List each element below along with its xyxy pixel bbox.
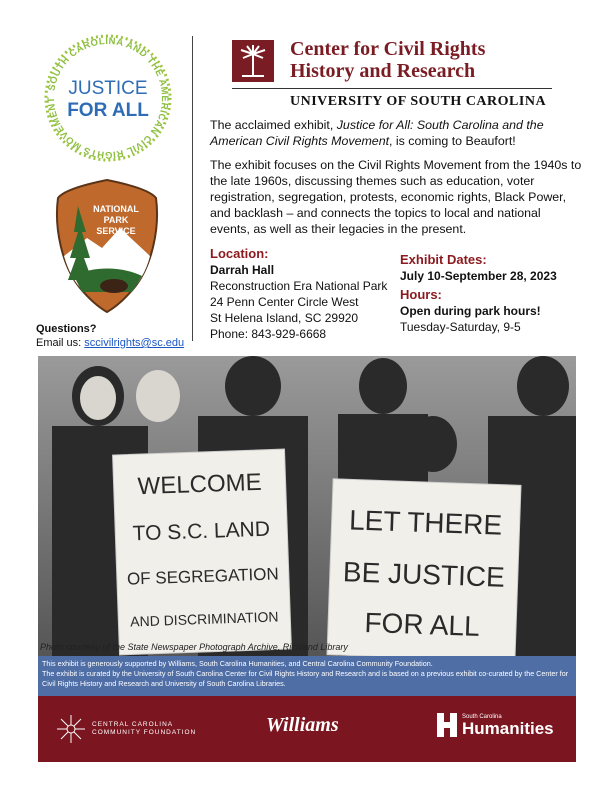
dates-heading: Exhibit Dates: xyxy=(400,252,487,267)
university-name: UNIVERSITY OF SOUTH CAROLINA xyxy=(290,94,547,109)
location-heading: Location: xyxy=(210,246,269,261)
ccf-line1: CENTRAL CAROLINA xyxy=(92,721,174,728)
sunburst-icon xyxy=(56,714,86,744)
jfa-ring-text: SOUTH CAROLINA AND THE AMERICAN CIVIL RIGHTS MOVEMENT xyxy=(45,35,171,161)
hours-heading: Hours: xyxy=(400,287,442,302)
nps-text-national: NATIONAL xyxy=(93,204,139,214)
center-title-line2: History and Research xyxy=(290,60,476,82)
williams-text: Williams xyxy=(266,714,339,736)
hours-days: Tuesday-Saturday, 9-5 xyxy=(400,320,521,334)
questions-label: Questions? xyxy=(36,323,97,335)
center-title-line1: Center for Civil Rights xyxy=(290,38,486,60)
center-title xyxy=(290,38,590,82)
dates-block xyxy=(400,252,600,335)
national-park-service-logo xyxy=(52,176,162,316)
photo-caption: Photo courtesy of the State Newspaper Photograph Archive, Richland Library xyxy=(40,642,348,652)
protest-photo xyxy=(38,356,576,658)
humanities-big: Humanities xyxy=(462,718,554,738)
location-line: St Helena Island, SC 29920 xyxy=(210,311,359,325)
palmetto-icon xyxy=(232,40,274,82)
nps-text-park: PARK xyxy=(103,215,129,225)
location-line: Phone: 843-929-6668 xyxy=(210,327,327,341)
support-line2: The exhibit is curated by the University of South Carolina Center for Civil Rights History and Research and is based on a previous exhibit co-curated by the Center for Civil Rights History and Research and University of South Carolina Libraries. xyxy=(42,669,569,688)
intro-post: , is coming to Beaufort! xyxy=(389,134,516,148)
support-banner xyxy=(38,656,576,696)
sign-left-line: OF SEGREGATION xyxy=(126,564,280,589)
location-venue: Darrah Hall xyxy=(210,263,275,277)
header-rule xyxy=(232,88,552,89)
location-line: Reconstruction Era National Park xyxy=(210,279,388,293)
location-block xyxy=(210,246,410,342)
contact-block xyxy=(36,322,184,350)
location-line: 24 Penn Center Circle West xyxy=(210,295,359,309)
justice-for-all-logo xyxy=(38,28,178,168)
humanities-small: South Carolina xyxy=(462,713,502,720)
dates-range: July 10-September 28, 2023 xyxy=(400,269,557,283)
vertical-divider xyxy=(192,36,193,341)
sign-left-line: AND DISCRIMINATION xyxy=(129,608,279,630)
protest-photo-illustration xyxy=(38,356,576,658)
email-line xyxy=(36,336,184,350)
support-line1: This exhibit is generously supported by Williams, South Carolina Humanities, and Central Carolina Community Foundation. xyxy=(42,659,433,668)
jfa-line1: JUSTICE xyxy=(68,78,148,99)
humanities-h-icon xyxy=(436,712,458,738)
sign-right-line: FOR ALL xyxy=(364,606,481,642)
nps-text-service: SERVICE xyxy=(96,226,136,236)
sign-right-line: LET THERE xyxy=(348,504,503,541)
sign-left-line: WELCOME xyxy=(137,468,263,501)
hours-note: Open during park hours! xyxy=(400,304,541,318)
jfa-line2: FOR ALL xyxy=(67,100,149,121)
intro-paragraph xyxy=(210,117,580,149)
williams-logo xyxy=(266,714,339,737)
intro-pre: The acclaimed exhibit, xyxy=(210,118,337,132)
sponsor-footer xyxy=(38,696,576,762)
sign-left-line: TO S.C. LAND xyxy=(132,517,271,546)
sc-humanities-logo xyxy=(436,712,554,738)
exhibit-title: Justice for All: South Carolina and the American Civil Rights Movement xyxy=(210,118,544,148)
sign-right-line: BE JUSTICE xyxy=(342,556,506,593)
ccf-logo xyxy=(56,714,196,744)
email-link[interactable]: sccivilrights@sc.edu xyxy=(84,337,185,349)
description-paragraph: The exhibit focuses on the Civil Rights Movement from the 1940s to the late 1960s, discussing themes such as education, voter registration, segregation, protests, economic rights, Black Power, and backlash – and connects the topics to local and national events, as well as their legacies in the present. xyxy=(210,158,582,236)
ccf-line2: COMMUNITY FOUNDATION xyxy=(92,729,197,736)
email-prefix: Email us: xyxy=(36,337,85,349)
